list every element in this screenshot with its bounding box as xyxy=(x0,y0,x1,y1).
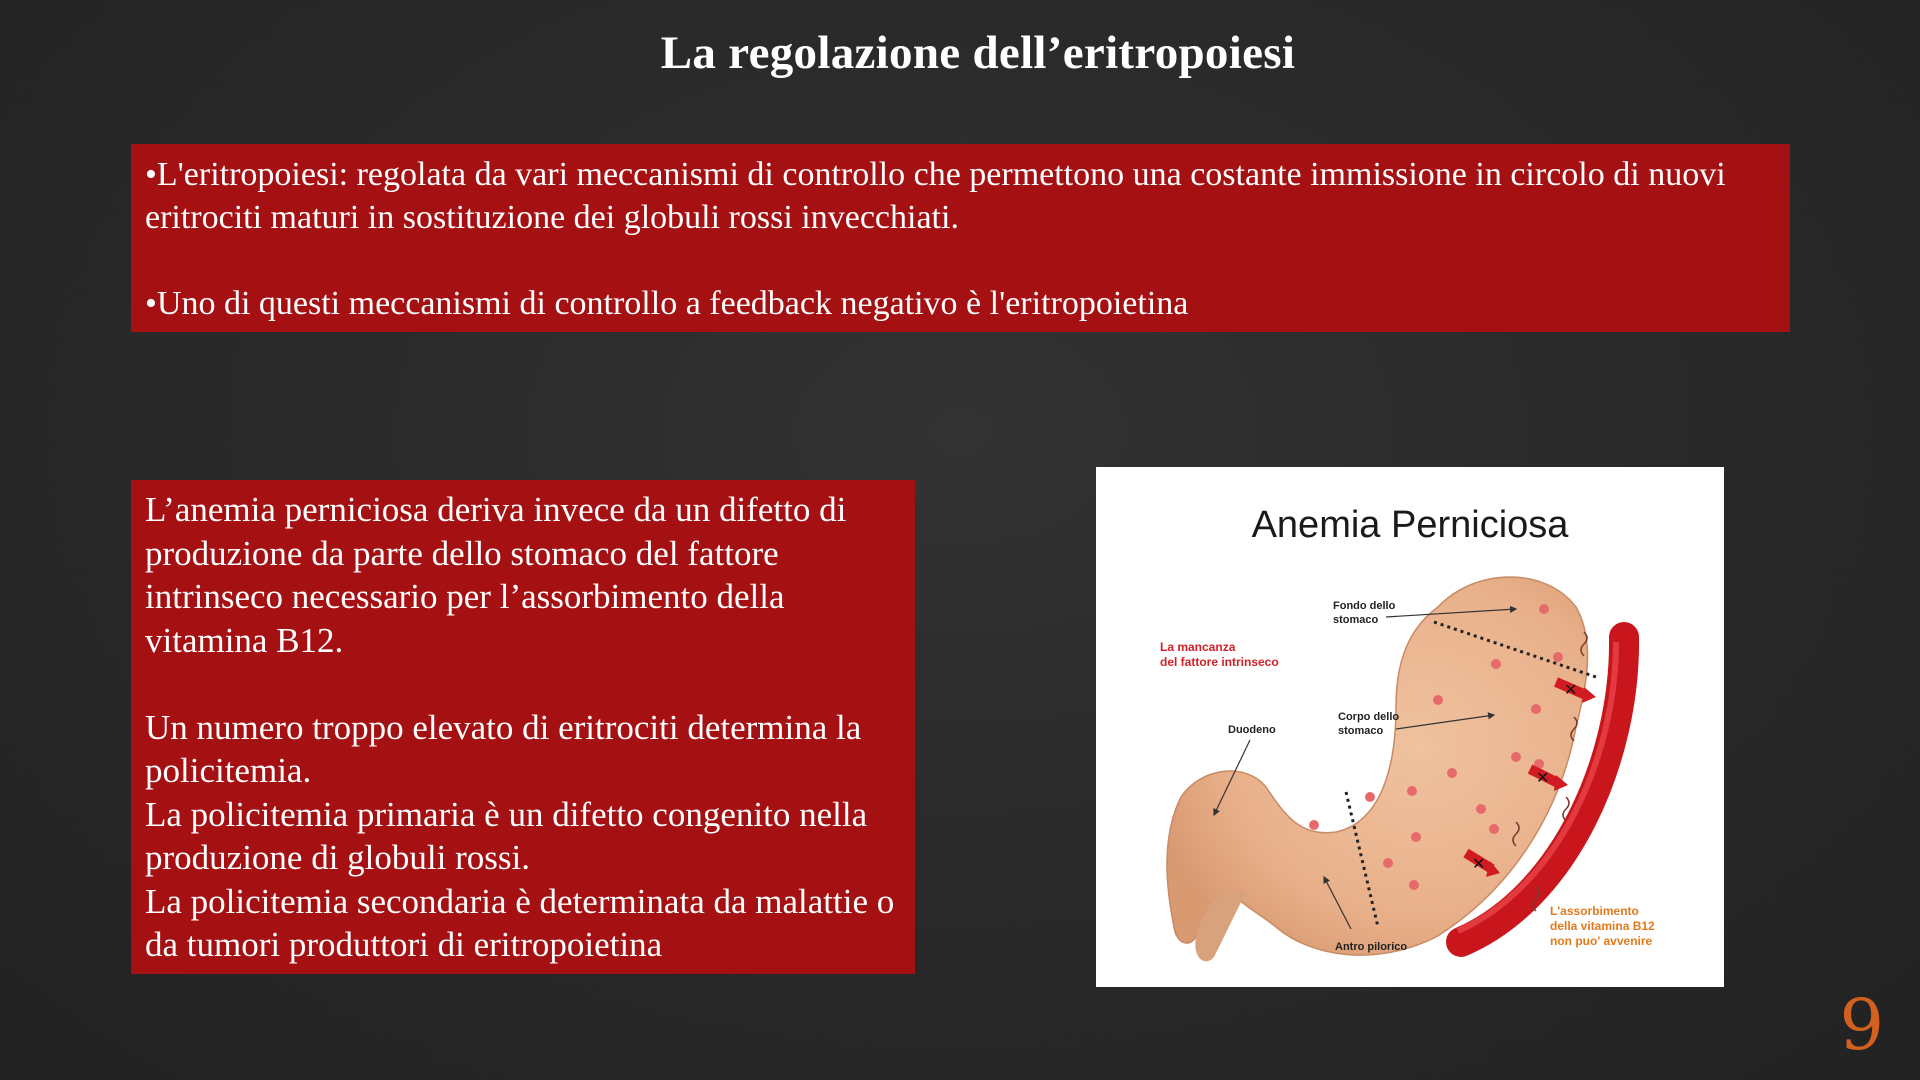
intro-text-box xyxy=(131,144,1790,332)
secondary-polycythemia-text: La policitemia secondaria è determinata da malattie o da tumori produttori di eritropoietina xyxy=(145,881,895,964)
mancanza-label-2: del fattore intrinseco xyxy=(1160,655,1279,669)
pernicious-anemia-text: L’anemia perniciosa deriva invece da un difetto di produzione da parte dello stomaco del fattore intrinseco necessario per l’assorbimento della vitamina B12. xyxy=(145,490,847,660)
duodeno-label: Duodeno xyxy=(1228,724,1276,736)
stomach-illustration xyxy=(1096,467,1724,987)
corpo-label-2: stomaco xyxy=(1338,725,1384,737)
assorbimento-label-1: L'assorbimento xyxy=(1550,904,1639,918)
antro-label: Antro pilorico xyxy=(1335,941,1408,953)
svg-text:✕: ✕ xyxy=(1564,680,1578,699)
fondo-label-1: Fondo dello xyxy=(1333,600,1396,612)
erythropoietin-feedback-text: •Uno di questi meccanismi di controllo a feedback negativo è l'eritropoietina xyxy=(145,285,1189,322)
slide-title: La regolazione dell’eritropoiesi xyxy=(660,27,1296,79)
figure-title: Anemia Perniciosa xyxy=(1251,504,1569,546)
svg-text:✕: ✕ xyxy=(1536,768,1550,787)
svg-text:✕: ✕ xyxy=(1472,854,1486,873)
fondo-label-2: stomaco xyxy=(1333,614,1379,626)
anemia-text-box xyxy=(131,480,915,974)
polycythemia-text: Un numero troppo elevato di eritrociti determina la policitemia. xyxy=(145,707,862,790)
corpo-label-1: Corpo dello xyxy=(1338,711,1400,723)
erythropoiesis-definition: •L'eritropoiesi: regolata da vari meccanismi di controllo che permettono una costante immissione in circolo di nuovi eritrociti maturi in sostituzione dei globuli rossi invecchiati. xyxy=(145,156,1726,236)
assorbimento-label-2: della vitamina B12 xyxy=(1550,919,1655,933)
mancanza-label-1: La mancanza xyxy=(1160,640,1236,654)
pernicious-anemia-figure xyxy=(1096,467,1724,987)
page-number: 9 xyxy=(1839,984,1884,1066)
primary-polycythemia-text: La policitemia primaria è un difetto congenito nella produzione di globuli rossi. xyxy=(145,794,868,877)
assorbimento-label-3: non puo' avvenire xyxy=(1550,934,1653,948)
